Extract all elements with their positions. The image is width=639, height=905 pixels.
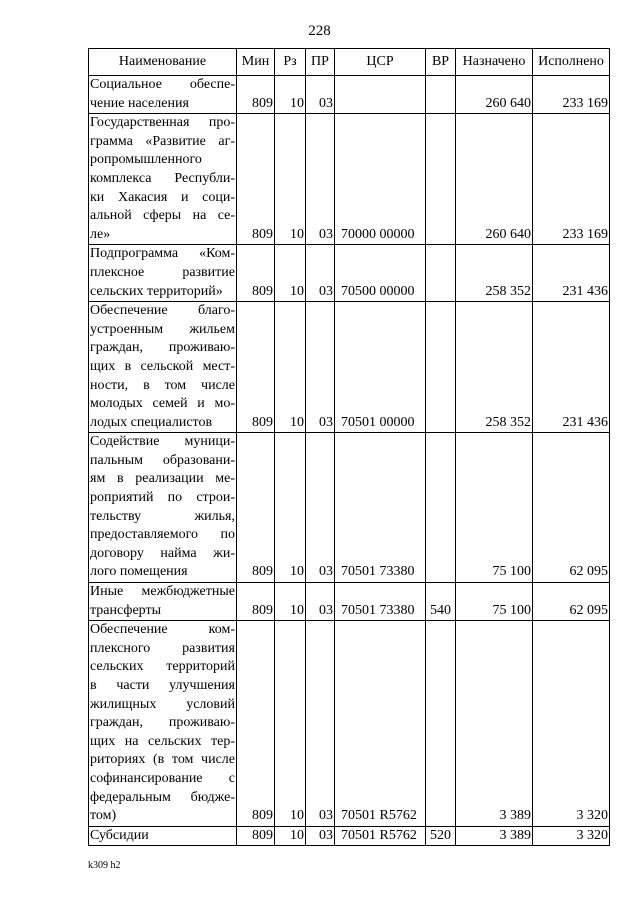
- table-body: [89, 76, 610, 846]
- cell-name-line: Содействие муници-: [90, 434, 235, 450]
- cell-name-line: ям в реализации ме-: [90, 471, 235, 487]
- cell-pr: 03: [306, 433, 335, 583]
- cell-executed: 62 095: [533, 433, 610, 583]
- cell-csr: 70000 00000: [335, 114, 426, 245]
- cell-rz: 10: [275, 76, 306, 114]
- cell-csr: 70501 R5762: [335, 621, 426, 827]
- cell-name-line: граждан, проживаю-: [90, 715, 235, 731]
- cell-name-line: лого помещения: [90, 564, 188, 580]
- table-row: [89, 621, 610, 827]
- cell-vr: 540: [426, 583, 456, 621]
- cell-name-line: щих на сельских тер-: [90, 733, 235, 749]
- cell-min: 809: [237, 621, 275, 827]
- cell-min: 809: [237, 302, 275, 433]
- cell-rz: 10: [275, 245, 306, 302]
- cell-assigned: 260 640: [456, 76, 533, 114]
- header-vr: ВР: [426, 49, 456, 76]
- cell-name: [89, 433, 237, 583]
- header-csr: ЦСР: [335, 49, 426, 76]
- cell-min: 809: [237, 114, 275, 245]
- cell-name-line: ле»: [90, 226, 111, 242]
- cell-name-line: сельских территорий»: [90, 283, 223, 299]
- table-row: [89, 302, 610, 433]
- header-assigned: Назначено: [456, 49, 533, 76]
- cell-min: 809: [237, 826, 275, 846]
- cell-name: [89, 583, 237, 621]
- cell-csr: 70501 R5762: [335, 826, 426, 846]
- table-header-row: [89, 49, 610, 76]
- cell-rz: 10: [275, 826, 306, 846]
- cell-name-line: ропромышленного: [90, 152, 202, 168]
- cell-assigned: 3 389: [456, 826, 533, 846]
- table-row: [89, 114, 610, 245]
- cell-name-line: комплекса Республи-: [90, 170, 235, 186]
- cell-executed: 231 436: [533, 302, 610, 433]
- cell-vr: [426, 433, 456, 583]
- cell-name-line: лодых специалистов: [90, 414, 213, 430]
- cell-csr: 70501 73380: [335, 433, 426, 583]
- header-pr: ПР: [306, 49, 335, 76]
- cell-rz: 10: [275, 302, 306, 433]
- cell-assigned: 3 389: [456, 621, 533, 827]
- cell-name-line: Обеспечение благо-: [90, 303, 235, 319]
- cell-assigned: 75 100: [456, 433, 533, 583]
- cell-name-line: роприятий по строи-: [90, 490, 235, 506]
- table-row: [89, 826, 610, 846]
- cell-name-line: тельству жилья,: [90, 508, 235, 524]
- cell-name: [89, 302, 237, 433]
- cell-name: [89, 621, 237, 827]
- cell-assigned: 258 352: [456, 302, 533, 433]
- header-rz: Рз: [275, 49, 306, 76]
- cell-name: [89, 245, 237, 302]
- cell-name-line: устроенным жильем: [90, 321, 235, 337]
- cell-name-line: в части улучшения: [90, 678, 235, 693]
- cell-name-line: трансферты: [90, 602, 162, 618]
- cell-pr: 03: [306, 302, 335, 433]
- cell-name-line: альной сферы на се-: [90, 208, 235, 224]
- cell-rz: 10: [275, 583, 306, 621]
- cell-executed: 3 320: [533, 826, 610, 846]
- cell-executed: 233 169: [533, 76, 610, 114]
- cell-name-line: чение населения: [90, 95, 189, 111]
- cell-name-line: Социальное обеспе-: [90, 77, 235, 92]
- cell-name-line: молодых семей и мо-: [90, 396, 235, 412]
- cell-pr: 03: [306, 583, 335, 621]
- cell-name-line: риториях (в том числе: [90, 752, 235, 768]
- table-row: [89, 76, 610, 114]
- cell-name-line: ки Хакасия и соци-: [90, 189, 235, 205]
- cell-name-line: Обеспечение ком-: [90, 622, 235, 638]
- table-row: [89, 245, 610, 302]
- budget-table: [88, 48, 610, 846]
- cell-vr: [426, 76, 456, 114]
- cell-name-line: Подпрограмма «Ком-: [90, 246, 235, 262]
- cell-rz: 10: [275, 433, 306, 583]
- table-row: [89, 583, 610, 621]
- header-min: Мин: [237, 49, 275, 76]
- cell-name-line: щих в сельской мест-: [90, 358, 235, 374]
- cell-name-line: том): [90, 808, 117, 824]
- cell-name-line: предоставляемого по: [90, 527, 235, 543]
- cell-executed: 231 436: [533, 245, 610, 302]
- header-name: Наименование: [89, 49, 237, 76]
- cell-vr: [426, 621, 456, 827]
- cell-name-line: грамма «Развитие аг-: [90, 133, 235, 149]
- cell-name: [89, 114, 237, 245]
- cell-name-line: плексное развитие: [90, 264, 235, 280]
- cell-name-line: Субсидии: [90, 827, 149, 843]
- page-number: 228: [308, 23, 331, 39]
- cell-name-line: софинансирование с: [90, 770, 235, 786]
- cell-min: 809: [237, 245, 275, 302]
- cell-vr: [426, 302, 456, 433]
- table-row: [89, 433, 610, 583]
- cell-name-line: Государственная про-: [90, 115, 235, 131]
- cell-vr: 520: [426, 826, 456, 846]
- footer-code: k309 h2: [88, 860, 121, 871]
- cell-pr: 03: [306, 76, 335, 114]
- cell-csr: [335, 76, 426, 114]
- cell-min: 809: [237, 76, 275, 114]
- cell-executed: 233 169: [533, 114, 610, 245]
- header-executed: Исполнено: [533, 49, 610, 76]
- cell-assigned: 258 352: [456, 245, 533, 302]
- cell-min: 809: [237, 583, 275, 621]
- cell-executed: 3 320: [533, 621, 610, 827]
- cell-name-line: договору найма жи-: [90, 545, 235, 561]
- cell-pr: 03: [306, 621, 335, 827]
- cell-name-line: граждан, проживаю-: [90, 340, 235, 356]
- cell-pr: 03: [306, 114, 335, 245]
- cell-vr: [426, 114, 456, 245]
- cell-csr: 70500 00000: [335, 245, 426, 302]
- cell-name: [89, 826, 237, 846]
- cell-name-line: жилищных условий: [90, 696, 235, 712]
- cell-min: 809: [237, 433, 275, 583]
- cell-name-line: ности, в том числе: [90, 377, 235, 393]
- cell-pr: 03: [306, 245, 335, 302]
- cell-name: [89, 76, 237, 114]
- cell-rz: 10: [275, 621, 306, 827]
- cell-assigned: 260 640: [456, 114, 533, 245]
- cell-csr: 70501 73380: [335, 583, 426, 621]
- cell-name-line: пальным образовани-: [90, 452, 235, 468]
- cell-assigned: 75 100: [456, 583, 533, 621]
- cell-name-line: федеральным бюдже-: [90, 789, 235, 805]
- cell-name-line: Иные межбюджетные: [90, 584, 235, 600]
- cell-executed: 62 095: [533, 583, 610, 621]
- cell-csr: 70501 00000: [335, 302, 426, 433]
- cell-rz: 10: [275, 114, 306, 245]
- cell-name-line: сельских территорий: [90, 659, 235, 675]
- cell-pr: 03: [306, 826, 335, 846]
- cell-vr: [426, 245, 456, 302]
- cell-name-line: плексного развития: [90, 640, 235, 656]
